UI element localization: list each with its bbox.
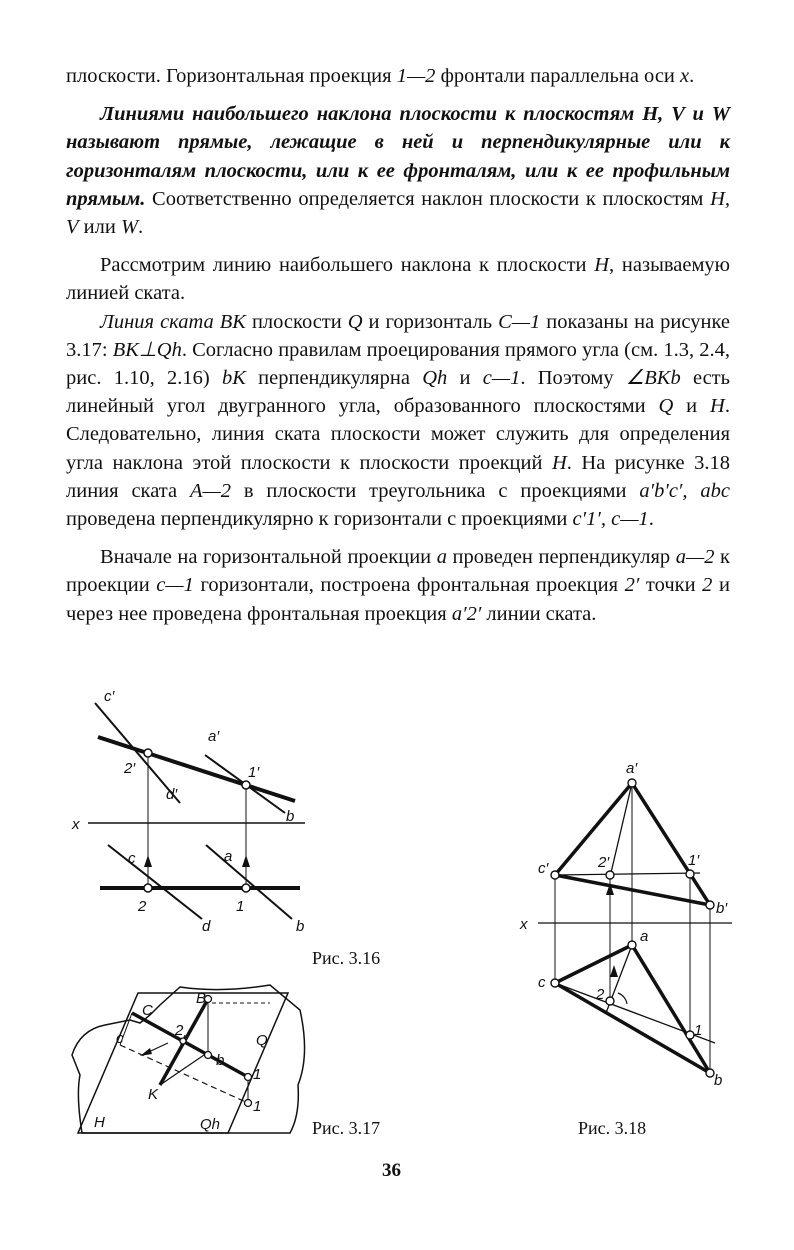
arrow-a [242,855,250,867]
point-1-prime [686,870,694,878]
text-run: H [551,451,567,474]
plane-H-outline [72,985,305,1133]
label-x: x [72,816,80,833]
text-run: . Согласно правилам проецирования прямого угла (см. 1.3, 2.4, рис. 1.10, 2.16) [66,338,731,390]
text-run: x [680,65,690,87]
point-1-upper [245,1074,252,1081]
caption-3-18: Рис. 3.18 [578,1118,647,1138]
text-run: . [648,508,654,531]
horizontal-c1-1prime [555,873,700,875]
label-K: K [148,1086,159,1103]
figure-3-16 [60,685,320,945]
label-b-frontal: b [286,808,295,825]
label-2: 2 [596,986,605,1003]
point-a [628,941,636,949]
point-a-prime [628,779,636,787]
text-run: . Поэтому [520,367,626,390]
text-run: плоскости. Горизонтальная проекция [66,65,397,87]
label-a-prime: a′ [208,728,220,745]
label-C: C [142,1002,153,1019]
side-a-c-frontal [555,783,632,875]
paragraph-2 [66,100,730,241]
label-2-prime: 2′ [598,854,610,871]
label-1-prime: 1′ [688,852,700,869]
text-run: 2 [702,574,713,597]
text-run: . Следовательно, линия ската плоскости может служить для определения угла наклона этой плоскости к плоскости проекций [66,395,730,474]
label-2: 2 [175,1022,184,1039]
figure-3-17 [60,975,320,1145]
text-run: C—1 [498,310,541,333]
point-1 [686,1031,694,1039]
text-run: . На рисунке 3.18 линия ската [66,451,730,502]
text-run: плоскости [245,310,348,333]
label-a: a [224,848,233,865]
arrow-head [140,1048,152,1056]
text-run: W [120,216,139,239]
text-run: . [138,216,144,239]
text-run: , называемую линией ската. [66,254,730,305]
line-c-d-horizontal [108,845,202,919]
text-run: A—2 [189,479,231,502]
text-run: BK⊥Qh [112,338,182,361]
label-Qh: Qh [200,1116,221,1133]
label-1-upper: 1 [253,1066,262,1083]
label-x: x [520,916,528,933]
label-b: b [714,1072,723,1089]
point-c [551,979,559,987]
label-c-prime: c′ [104,688,115,705]
text-run: или [78,216,121,239]
text-run: . [689,65,695,87]
text-run: 2′ [624,574,640,597]
text-run: линии ската. [481,602,597,625]
point-1-lower [245,1100,252,1107]
text-run: и горизонталь [362,310,499,333]
label-Q: Q [256,1032,268,1049]
label-a-prime: a′ [626,760,638,777]
paragraph-3 [66,251,730,307]
side-c-b-horizontal [555,983,710,1073]
paragraph-1 [66,62,730,90]
label-H: H [94,1114,105,1131]
point-b [706,1069,714,1077]
point-1 [242,884,250,892]
figure-3-17-drawing [60,975,320,1145]
label-c: c [128,850,136,867]
text-run: Q [658,395,674,418]
label-c: c [116,1030,124,1047]
text-run: и через нее проведена фронтальная проекция [66,574,730,625]
label-b-prime: b′ [716,900,728,917]
text-run: 1—2 [396,65,436,87]
label-2: 2 [138,898,147,915]
side-a-c-horizontal [555,945,632,983]
text-run: Соответственно определяется наклон плоскости к плоскостям [145,187,711,210]
label-1: 1 [694,1022,703,1039]
label-d: d [202,918,211,935]
text-run: точки [639,574,703,597]
label-1-lower: 1 [253,1098,262,1115]
text-run: ∠BKb [625,367,681,390]
text-run: a—2 [675,546,715,569]
text-run: проведен перпендикуляр [446,546,676,569]
label-1: 1 [236,898,245,915]
text-run: c—1 [482,367,521,390]
text-run: a′2′ [451,602,482,625]
horizontal-C-1 [132,1013,248,1077]
right-angle-arc [618,993,627,1004]
point-c-prime [551,871,559,879]
paragraph-5 [66,543,730,628]
text-run: показаны на рисунке 3.17: [66,310,730,361]
text-run: a′b′c′, abc [639,479,730,502]
text-run: Линиями наибольшего наклона плоскости к плоскостям H, V и W называют прямые, лежащие в ней и перпендикулярные или к горизонталям плоскости, или к ее фронталям, или к ее профильным прямым. [66,103,730,210]
page-number: 36 [382,1160,401,1181]
text-run: H, V [66,187,730,239]
label-2-prime: 2′ [124,760,136,777]
side-a-b-horizontal [632,945,710,1073]
text-run: горизонтали, построена фронтальная проекция [193,574,625,597]
text-run: и [447,367,483,390]
label-c-prime: c′ [538,860,549,877]
caption-3-17: Рис. 3.17 [312,1118,381,1138]
label-c: c [538,974,546,991]
arrow-c [144,855,152,867]
text-run: Рассмотрим линию наибольшего наклона к плоскости [100,254,595,277]
text-run: bK [221,367,246,390]
point-2 [144,884,152,892]
figure-3-18-drawing [510,755,740,1105]
point-2-prime [606,871,614,879]
text-run: перпендикулярна [245,367,423,390]
side-a-b-frontal [632,783,710,905]
projection-c-1 [120,1045,248,1103]
label-b: b [216,1052,225,1069]
label-b: b [296,918,305,935]
text-run: есть линейный угол двугранного угла, образованного плоскостями [66,367,730,418]
point-b-prime [706,901,714,909]
text-run: и [673,395,711,418]
arrow-2 [610,965,618,977]
label-a: a [640,928,649,945]
text-run: c—1 [156,574,194,597]
label-B: B [196,990,207,1007]
body-text [66,62,730,628]
text-run: H [594,254,610,277]
text-run: в плоскости треугольника с проекциями [230,479,640,502]
point-2-prime [144,749,152,757]
text-run: к проекции [66,546,730,597]
text-run: c′1′, c—1 [572,508,649,531]
text-run: Qh [422,367,448,390]
figure-3-18 [510,755,740,1105]
point-b [205,1052,212,1059]
point-1-prime [242,781,250,789]
text-run: проведена перпендикулярно к горизонтали с проекциями [66,508,573,531]
figure-3-16-drawing [60,685,320,945]
label-d-prime: d′ [166,786,178,803]
text-run: фронтали параллельна оси [435,65,681,87]
point-2 [606,997,614,1005]
text-run: Вначале на горизонтальной проекции [100,546,437,569]
line-a-b-horizontal [206,845,292,919]
text-run: Q [347,310,363,333]
paragraph-4 [66,308,730,534]
caption-3-16: Рис. 3.16 [312,948,381,968]
text-run: Линия ската BK [100,310,246,333]
text-run: H [710,395,725,418]
label-1-prime: 1′ [248,764,260,781]
text-run: a [436,546,447,569]
